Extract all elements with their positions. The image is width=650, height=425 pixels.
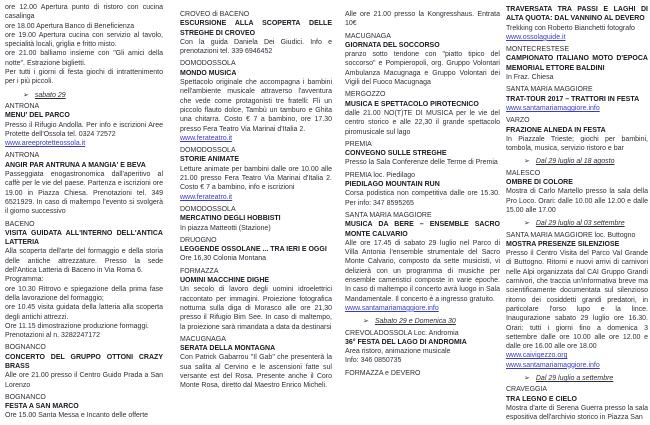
event-body: Presso il Rifugio Andolla. Per info e iscrizioni Aree Protette dell'Ossola tel. 0324 72572 — [5, 121, 163, 138]
event-location: PREMIA — [345, 140, 372, 148]
event-block — [345, 90, 500, 136]
event-body: Mostra di Carlo Martello presso la sala della Pro Loco. Orari: dalle 10.00 alle 12.00 e dalle 15.00 alle 17.00 — [506, 188, 648, 214]
arrow-icon: ➢ — [524, 219, 530, 228]
arrow-icon: ➢ — [23, 90, 29, 99]
event-title: UOMINI MACCHINE DIGHE — [180, 277, 270, 285]
event-block — [345, 140, 500, 168]
event-title: TRAT-TOUR 2017 – TRATTORI IN FESTA — [506, 95, 640, 103]
event-link[interactable]: www.ossolaguide.it — [506, 33, 566, 41]
event-block — [5, 220, 163, 341]
date-header — [506, 219, 648, 228]
date-header — [5, 91, 163, 100]
event-title: PIEDILAGO MOUNTAIN RUN — [345, 181, 440, 189]
event-block — [345, 369, 500, 378]
event-title: LEGGENDE OSSOLANE ... TRA IERI E OGGI — [180, 246, 327, 254]
event-link[interactable]: www.santamariamaggiore.info — [506, 104, 600, 112]
event-location: PREMIA loc. Piedilago — [345, 171, 416, 179]
event-title: TRAVERSATA TRA PASSI E LAGHI DI ALTA QUOTA: DAL VANNINO AL DEVERO — [506, 6, 648, 23]
event-title: STORIE ANIMATE — [180, 156, 239, 164]
event-block — [180, 146, 332, 202]
event-location: BACENO — [5, 220, 35, 228]
events-column-1 — [5, 0, 163, 424]
event-block — [506, 231, 648, 370]
event-block — [506, 45, 648, 82]
event-location: CROVEO di BACENO — [180, 11, 250, 18]
event-location: MACUGNAGA — [180, 335, 226, 343]
event-location: SANTA MARIA MAGGIORE — [345, 211, 432, 219]
event-body: Alla scoperta dell'arte del formaggio e della storia delle antiche attrezzature. Presso la sede dell'Antica Latteria di Baceno in Via Roma 6. — [5, 248, 163, 275]
date-header-label: Dal 29 luglio a settembre — [535, 374, 614, 382]
event-body: ore 12.00 Apertura punto di ristoro con cucina casalinga — [5, 4, 163, 21]
event-body: Area ristoro, animazione musicale — [345, 348, 451, 356]
event-location: BOGNANCO — [5, 393, 46, 401]
event-block — [180, 205, 332, 233]
date-header-label: Sabato 29 e Domenica 30 — [374, 318, 456, 326]
event-title: MUSICA DA BERE – ENSEMBLE SACRO MONTE CALVARIO — [345, 221, 500, 238]
event-location: DOMODOSSOLA — [180, 60, 236, 68]
event-body: In Piazzale Trieste; giochi per bambini, tombola, musica, servizio ristoro e bar — [506, 135, 648, 153]
event-block — [180, 267, 332, 332]
event-link[interactable]: www.areeprotetteossola.it — [5, 140, 86, 148]
event-block — [345, 10, 500, 29]
events-column-3 — [345, 0, 500, 381]
event-body: Presso la Sala Conferenze delle Terme di Premia — [345, 159, 498, 167]
date-header-label: sabato 29 — [34, 91, 66, 99]
arrow-icon: ➢ — [363, 317, 369, 326]
event-block — [345, 171, 500, 208]
event-link[interactable]: www.santamariamaggiore.info — [506, 361, 600, 369]
event-block — [506, 169, 648, 215]
event-block — [345, 329, 500, 366]
event-title: ANGIR PAR ANTRUNA A MANGIA' E BEVA — [5, 161, 146, 169]
event-block — [506, 116, 648, 153]
event-title: VISITA GUIDATA ALL'INTERNO DELL'ANTICA LATTERIA — [5, 229, 163, 247]
event-title: SERATA DELLA MONTAGNA — [180, 345, 276, 353]
event-title: MONDO MUSICA — [180, 69, 237, 77]
event-body: Presso il Centro Visita del Parco Val Grande di Buttogno. Ritorni e nuovi arrivi di carnivori nelle Alpi organizzata dal CAI Gruppo Grandi carnivori, che traccia un'informativa breve ma scientificamente documentata sul silenzioso ritorno dei cosiddetti grandi predatori, in particolare l'orso lupo e la lince. Inaugurazione sabato 29 luglio ore 16.30. Orari: tutti i giorni fino a domenica 3 settembre dalle ore 10.00 alle ore 12.00 e dalle ore 16.00 alle ore 18.00 — [506, 250, 648, 351]
event-block — [506, 385, 648, 422]
event-body: Spettacolo originale che accompagna i bambini nell'ambiente musicale attraverso l'avventura che vede come protagonisti tre fratelli: Fli un piccolo flauto dolce, Tambù un tamburo e Ghita una chitarra. Costo € 7 a bambino, ore 17.30 presso Fera Teatro Via Marinai d'Italia 2. — [180, 79, 332, 133]
event-block — [180, 59, 332, 143]
event-body: Un secolo di lavoro degli uomini idroelettrici raccontato per immagini. Proiezione fotografica notturna sulla diga di Morasco alle ore 21,30 presso il Rifugio Bim See. In caso di maltempo, la proiezione sarà rimandata a data da destinarsi — [180, 286, 332, 331]
event-link[interactable]: www.ferateatro.it — [180, 193, 233, 201]
event-block — [5, 393, 163, 421]
event-location: SANTA MARIA MAGGIORE loc. Buttogno — [506, 231, 636, 239]
event-body: Con Patrick Gabarrou "Il Gab" che presenterà la sua salita al Cervino e le ascensioni fatte sul versante est del Rosa. Presente anche il Coro Monte Rosa, diretto dal Maestro Enrico Micheli. — [180, 354, 332, 390]
event-location: DOMODOSSOLA — [180, 205, 236, 213]
event-body: Alle ore 17.45 di sabato 29 luglio nel Parco di Villa Antonia l'ensemble strumentale del Sacro Monte Calvario, composto da sette musicisti, vi delizierà con un programma di musiche per ensemble cameristici composte in varie epoche. In caso di maltempo il concerto avrà luogo in Sala Mandamentale. Il concerto è a ingresso gratuito. — [345, 239, 500, 303]
event-location: DOMODOSSOLA — [180, 147, 236, 155]
event-location: ANTRONA — [5, 152, 40, 160]
arrow-icon: ➢ — [524, 373, 530, 382]
date-header — [506, 374, 648, 383]
event-body: Ore 15.00 Santa Messa e Incanto delle offerte — [5, 412, 149, 420]
event-body: Info: 346 0850735 — [345, 357, 402, 365]
event-body: ore 18.00 Apertura Banco di Beneficienza — [5, 22, 135, 30]
event-body: Alle ore 21.00 presso il Centro Guido Prada a San Lorenzo — [5, 372, 163, 389]
event-body: Ore 16,30 Colonia Montana — [180, 255, 266, 263]
event-body: Trekking con Roberto Bianchetti fotografo — [506, 24, 635, 32]
event-title: FESTA A SAN MARCO — [5, 403, 79, 411]
event-title: 36° FESTA DEL LAGO DI ANDROMIA — [345, 338, 467, 346]
event-body: Corsa podistica non competitiva dalle ore 15.30. Per info: 347 8595265 — [345, 190, 500, 207]
event-body: ore 21.00 balliamo insieme con "Gli amici della notte". Estrazione biglietti. — [5, 50, 163, 67]
event-title: MUSICA E SPETTACOLO PIROTECNICO — [345, 100, 479, 108]
event-body: Prenotazioni al n. 3282247172 — [5, 332, 100, 340]
date-header-label: Dal 29 luglio al 18 agosto — [535, 158, 615, 166]
event-block — [5, 102, 163, 148]
event-location: FORMAZZA — [180, 267, 219, 275]
event-location: ANTRONA — [5, 102, 40, 110]
event-body: Mostra d'arte di Serena Guerra presso la sala espositiva dell'archivio storico in Piazza San — [506, 404, 648, 422]
event-location: CREVOLADOSSOLA Loc. Andromia — [345, 329, 459, 337]
event-body: Alle ore 21.00 presso la Kongresshaus. Entrata 10€ — [345, 11, 500, 28]
event-title: FRAZIONE ALNEDA IN FESTA — [506, 126, 606, 134]
date-header — [345, 317, 500, 326]
event-block — [506, 5, 648, 42]
event-link[interactable]: www.santamariamaggiore.info — [345, 304, 439, 312]
event-body: Programma: — [5, 276, 44, 284]
event-block — [180, 335, 332, 391]
event-body: dalle 21.00 NO(T)TE DI MUSICA per le vie del centro storico e alle 22,30 il grande spettacolo piromusicale sul lago — [345, 109, 500, 136]
event-block — [506, 85, 648, 113]
event-title: TRA LEGNO E CIELO — [506, 395, 577, 403]
event-title: MENU' DEL PARCO — [5, 112, 70, 120]
event-block — [5, 151, 163, 216]
event-location: MONTECRESTESE — [506, 46, 570, 54]
event-body: pranzo sotto tendone con "piatto tipico del soccorso" e Pompieropoli, org. Gruppo Volontari Ambulanza Macugnaga e Gruppo Volontari dei Vigili del Fuoco Macugnaga — [345, 51, 500, 87]
event-block — [345, 32, 500, 88]
event-body: Ore 11.15 dimostrazione produzione formaggi. — [5, 322, 149, 330]
date-header — [506, 157, 648, 166]
event-body: Letture animate per bambini dalle ore 10.00 alle 21.00 presso Fera Teatro Via Marinai d'Italia 2. Costo € 7 a bambino, info e iscrizioni — [180, 165, 332, 192]
event-title: MERCATINO DEGLI HOBBISTI — [180, 215, 281, 223]
event-title: CONCERTO DEL GRUPPO OTTONI CRAZY BRASS — [5, 353, 163, 370]
event-link[interactable]: www.caivigezzo.org — [506, 352, 568, 360]
event-location: MERGOZZO — [345, 91, 386, 99]
event-title: ESCURSIONE ALLA SCOPERTA DELLE STREGHE DI CROVEO — [180, 20, 332, 37]
event-location: SANTA MARIA MAGGIORE — [506, 86, 593, 94]
event-block — [5, 3, 163, 87]
event-body: ore 10.30 Ritrovo e spiegazione della prima fase della lavorazione del formaggio; — [5, 285, 163, 302]
event-block — [180, 236, 332, 264]
event-location: BOGNANCO — [5, 344, 46, 352]
date-header-label: Dal 29 luglio al 03 settembre — [535, 220, 625, 228]
event-location: FORMAZZA e DEVERO — [345, 369, 421, 377]
event-body: In piazza Matteotti (Stazione) — [180, 224, 271, 232]
events-column-2 — [180, 0, 332, 394]
event-block — [5, 343, 163, 389]
event-location: DRUOGNO — [180, 236, 217, 244]
event-body: Passeggiata enogastronomica dall'aperitivo al caffè per le vie del paese. Partenza e iscrizioni ore 19.00 in Piazza Chiesa. Prenotazioni tel. 349 6521929. In caso di maltempo l'evento si svolgerà il giorno successivo — [5, 171, 163, 216]
event-location: CRAVEGGIA — [506, 386, 548, 394]
event-location: MACUGNAGA — [345, 32, 391, 40]
arrow-icon: ➢ — [524, 157, 530, 166]
event-title: OMBRE DI COLORE — [506, 179, 573, 187]
event-body: Per tutti i giorni di festa giochi di intrattenimento per i più piccoli. — [5, 69, 163, 86]
event-body: In Fraz. Chiesa — [506, 74, 554, 82]
event-title: MOSTRA PRESENZE SILENZIOSE — [506, 240, 620, 248]
event-body: ore 10.45 visita guidata della latteria alla scoperta degli antichi attrezzi. — [5, 304, 163, 321]
event-link[interactable]: www.ferateatro.it — [180, 134, 233, 142]
event-location: VARZO — [506, 117, 530, 125]
event-title: CONVEGNO SULLE STREGHE — [345, 150, 447, 158]
event-title: GIORNATA DEL SOCCORSO — [345, 41, 440, 49]
event-location: MALESCO — [506, 169, 541, 177]
event-title: CAMPIONATO ITALIANO MOTO D'EPOCA MEMORIAL ETTORE BALDINI — [506, 55, 648, 72]
events-column-4 — [506, 0, 648, 425]
event-block — [180, 10, 332, 56]
event-body: ore 19.00 Apertura cucina con servizio al tavolo, specialità locali, griglia e fritto misto. — [5, 31, 163, 49]
event-body: Con la guida Daniela Dei Giudici. Info e prenotazioni tel. 339 6946452 — [180, 38, 332, 56]
event-block — [345, 211, 500, 313]
